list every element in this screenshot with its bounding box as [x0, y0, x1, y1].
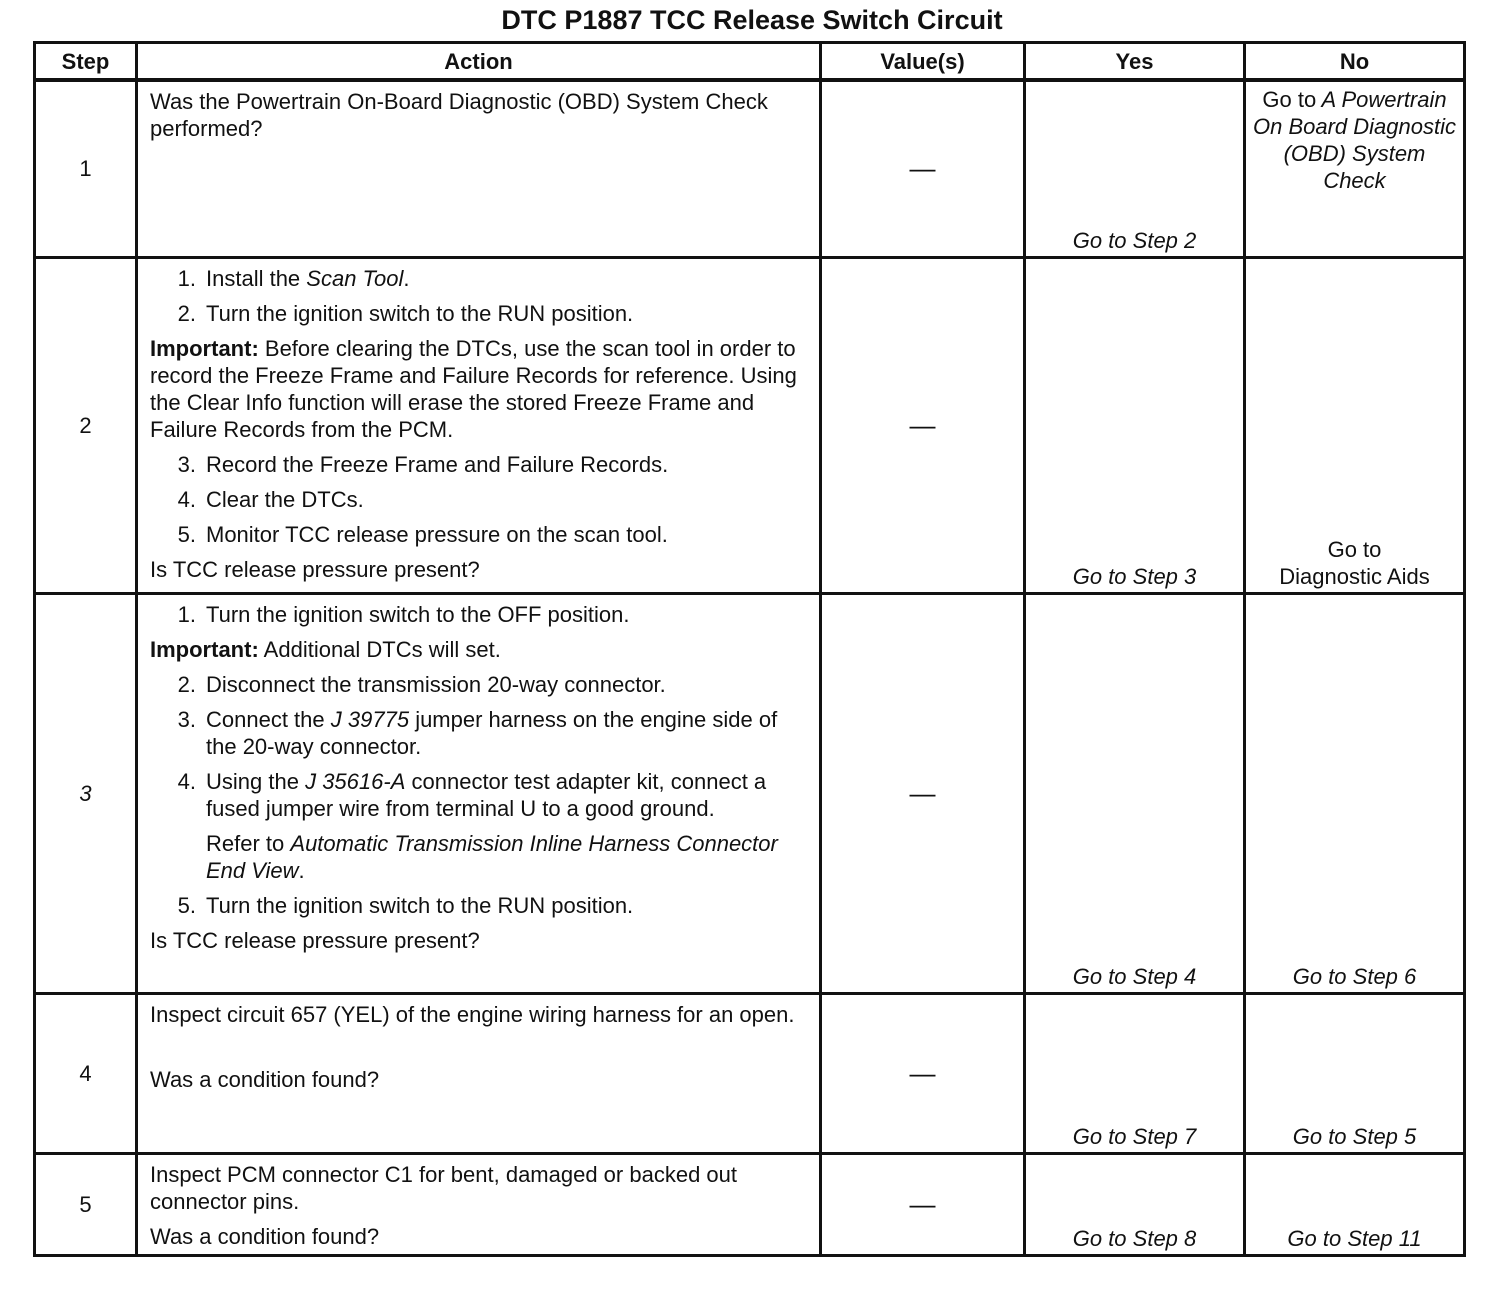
item-text-part: Connect the	[206, 706, 325, 732]
yes-cell: Go to Step 7	[1025, 993, 1245, 1153]
table-row-step-3	[35, 593, 1465, 993]
no-cell	[1245, 80, 1465, 257]
item-text-part: Using the	[206, 768, 299, 794]
item-number: 3.	[177, 451, 196, 477]
item-text	[206, 265, 811, 292]
no-cell: Go to Step 5	[1245, 993, 1465, 1153]
no-link-text: A Powertrain On Board Diagnostic (OBD) System Check	[1253, 87, 1456, 193]
no-cell: Go to Step 6	[1245, 593, 1465, 993]
yes-cell: Go to Step 2	[1025, 80, 1245, 257]
item-text: Disconnect the transmission 20-way connector.	[206, 671, 666, 697]
refer-link: Automatic Transmission Inline Harness Connector End View	[206, 830, 778, 883]
list-item	[150, 892, 811, 919]
diagnostic-table	[33, 41, 1466, 1257]
header-values: Value(s)	[821, 43, 1025, 81]
important-note	[150, 636, 811, 663]
action-cell	[137, 1153, 821, 1255]
value-cell: —	[821, 257, 1025, 593]
action-text: Inspect circuit 657 (YEL) of the engine wiring harness for an open.	[150, 1001, 795, 1027]
tool-name: J 35616-A	[305, 768, 406, 794]
item-number: 5.	[177, 521, 196, 547]
step-number: 3	[35, 593, 137, 993]
action-cell	[137, 993, 821, 1153]
yes-cell: Go to Step 4	[1025, 593, 1245, 993]
refer-suffix: .	[298, 857, 305, 883]
item-number: 3.	[177, 706, 196, 732]
item-text: Turn the ignition switch to the RUN position.	[206, 300, 634, 326]
list-item	[150, 521, 811, 548]
table-row-step-1	[35, 80, 1465, 257]
tool-name: Scan Tool	[306, 265, 404, 291]
header-step: Step	[35, 43, 137, 81]
step-number: 1	[35, 80, 137, 257]
list-item	[150, 706, 811, 760]
header-action: Action	[137, 43, 821, 81]
step-number: 5	[35, 1153, 137, 1255]
list-item	[150, 486, 811, 513]
action-cell	[137, 80, 821, 257]
no-prefix: Go to	[1262, 87, 1317, 112]
tool-name: J 39775	[330, 706, 410, 732]
item-number: 2.	[177, 300, 196, 326]
important-text: Before clearing the DTCs, use the scan tool in order to record the Freeze Frame and Failure Records for reference. Using the Clear Info function will erase the stored Freeze Frame and Failure Records from the PCM.	[150, 335, 797, 442]
table-row-step-4	[35, 993, 1465, 1153]
no-cell: Go to Step 11	[1245, 1153, 1465, 1255]
item-number: 4.	[177, 768, 196, 794]
item-number: 2.	[177, 671, 196, 697]
refer-indent	[150, 830, 206, 884]
question-text: Was a condition found?	[150, 1223, 380, 1249]
item-text-part: jumper harness on the engine side of the 20-way connector.	[206, 706, 778, 759]
step-number: 2	[35, 257, 137, 593]
item-number: 4.	[177, 486, 196, 512]
item-text	[206, 768, 811, 822]
refer-prefix: Refer to	[206, 830, 285, 856]
no-line-1: Go to	[1327, 536, 1382, 562]
step-number: 4	[35, 993, 137, 1153]
header-no: No	[1245, 43, 1465, 81]
action-text: Inspect PCM connector C1 for bent, damaged or backed out connector pins.	[150, 1161, 737, 1214]
important-text: Additional DTCs will set.	[263, 636, 501, 662]
list-item	[150, 671, 811, 698]
important-label: Important:	[150, 335, 259, 361]
yes-cell: Go to Step 3	[1025, 257, 1245, 593]
refer-text	[206, 830, 811, 884]
page-title: DTC P1887 TCC Release Switch Circuit	[501, 5, 1003, 35]
list-item	[150, 300, 811, 327]
list-item	[150, 265, 811, 292]
item-number: 5.	[177, 892, 196, 918]
item-text: Clear the DTCs.	[206, 486, 364, 512]
yes-cell: Go to Step 8	[1025, 1153, 1245, 1255]
table-row-step-2	[35, 257, 1465, 593]
value-cell: —	[821, 80, 1025, 257]
item-text: Record the Freeze Frame and Failure Records.	[206, 451, 669, 477]
list-item	[150, 451, 811, 478]
question-text: Is TCC release pressure present?	[150, 927, 480, 953]
no-cell	[1245, 257, 1465, 593]
action-text: Was the Powertrain On-Board Diagnostic (OBD) System Check performed?	[150, 89, 768, 141]
action-cell	[137, 257, 821, 593]
list-item	[150, 601, 811, 628]
refer-note	[150, 830, 811, 884]
item-number: 1.	[177, 601, 196, 627]
list-item	[150, 768, 811, 822]
item-text-part: connector test adapter kit, connect a fused jumper wire from terminal U to a good ground.	[206, 768, 767, 821]
question-text: Was a condition found?	[150, 1066, 380, 1092]
item-text	[206, 706, 811, 760]
value-cell: —	[821, 1153, 1025, 1255]
action-cell	[137, 593, 821, 993]
important-note	[150, 335, 811, 443]
item-text-part: Install the	[206, 265, 301, 291]
item-text: Monitor TCC release pressure on the scan tool.	[206, 521, 668, 547]
value-cell: —	[821, 993, 1025, 1153]
important-label: Important:	[150, 636, 259, 662]
question-text: Is TCC release pressure present?	[150, 556, 480, 582]
no-line-2: Diagnostic Aids	[1279, 563, 1430, 589]
item-text: Turn the ignition switch to the RUN position.	[206, 892, 634, 918]
header-row	[35, 43, 1465, 81]
header-yes: Yes	[1025, 43, 1245, 81]
item-text: Turn the ignition switch to the OFF position.	[206, 601, 630, 627]
value-cell: —	[821, 593, 1025, 993]
item-text-part: .	[403, 265, 410, 291]
item-number: 1.	[177, 265, 196, 291]
table-row-step-5	[35, 1153, 1465, 1255]
